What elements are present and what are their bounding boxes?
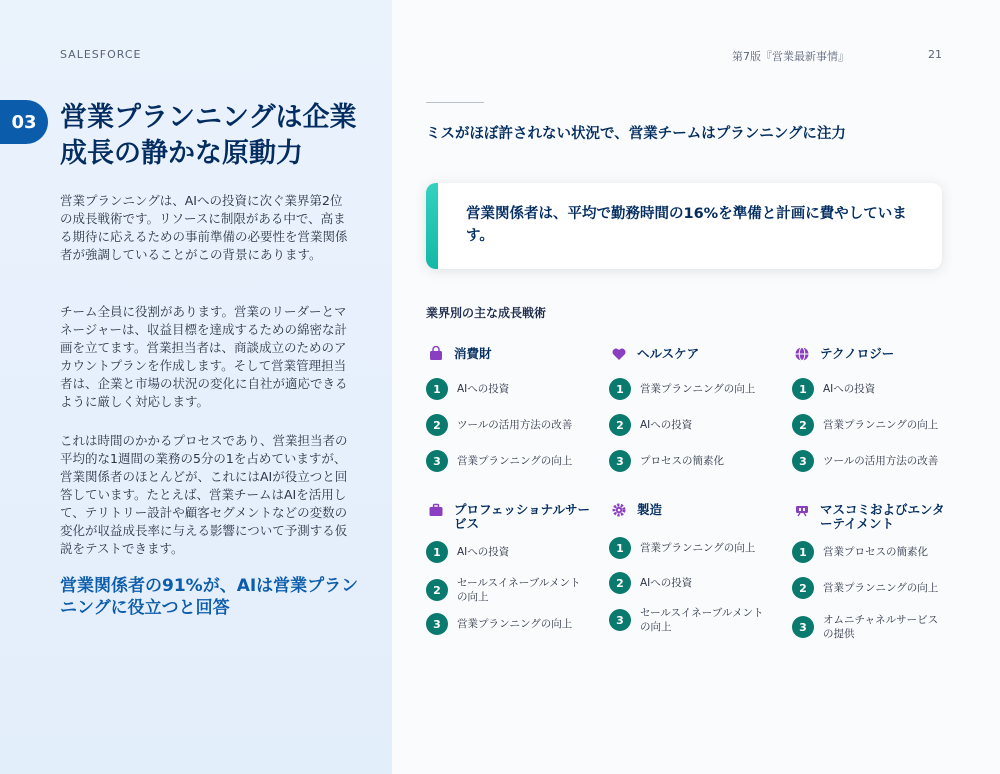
- industry-manufacturing: [609, 500, 784, 645]
- item-text: オムニチャネルサービスの提供: [823, 614, 939, 640]
- list-item: [609, 537, 784, 559]
- list-item: [792, 541, 967, 563]
- item-text: AIへの投資: [457, 546, 510, 558]
- industry-technology: [792, 344, 967, 484]
- item-text: 営業プランニングの向上: [457, 455, 573, 467]
- list-item: [792, 450, 967, 472]
- industry-name: テクノロジー: [820, 346, 895, 361]
- page-title: 営業プランニングは企業成長の静かな原動力: [60, 102, 357, 169]
- rank-badge: 1: [426, 541, 448, 563]
- heart-icon: [609, 344, 629, 364]
- list-item: [426, 378, 601, 400]
- item-text: AIへの投資: [457, 383, 510, 395]
- rank-badge: 2: [609, 572, 631, 594]
- industry-name: マスコミおよびエンターテイメント: [820, 502, 945, 531]
- list-item: [792, 378, 967, 400]
- list-item: [609, 378, 784, 400]
- list-item: [609, 450, 784, 472]
- industry-healthcare: [609, 344, 784, 484]
- list-item: [426, 576, 601, 604]
- item-text: AIへの投資: [640, 419, 693, 431]
- item-text: 営業プランニングの向上: [640, 383, 756, 395]
- publication-title: 第7版『営業最新事情』: [732, 50, 849, 63]
- industry-professional-services: [426, 500, 601, 645]
- rank-badge: 2: [609, 414, 631, 436]
- rank-badge: 1: [609, 537, 631, 559]
- body-paragraph-3: これは時間のかかるプロセスであり、営業担当者の平均的な1週間の業務の5分の1を占めていますが、営業関係者のほとんどが、これにはAIが役立つと回答しています。たとえば、営業チームはAIを活用して、テリトリー設計や顧客セグメントなどの変数の変化が収益成長率に与える影響について予測する仮説をテストできます。: [60, 433, 348, 556]
- list-item: [426, 541, 601, 563]
- rank-badge: 3: [426, 613, 448, 635]
- section-number-badge: 03: [0, 100, 48, 144]
- item-text: ツールの活用方法の改善: [457, 419, 573, 431]
- industry-media-entertainment: [792, 500, 967, 645]
- shopping-bag-icon: [426, 344, 446, 364]
- rank-badge: 2: [426, 579, 448, 601]
- briefcase-icon: [426, 500, 446, 520]
- body-paragraph-1: 営業プランニングは、AIへの投資に次ぐ業界第2位の成長戦術です。リソースに制限がある中で、高まる期待に応えるための事前準備の必要性を営業関係者が強調していることがこの背景にあります。: [60, 193, 348, 262]
- item-text: 営業プランニングの向上: [823, 582, 939, 594]
- list-item: [609, 606, 784, 634]
- strategies-title: 業界別の主な成長戦術: [426, 306, 547, 320]
- stat-card-text: 営業関係者は、平均で勤務時間の16%を準備と計画に費やしています。: [466, 206, 907, 244]
- item-text: AIへの投資: [823, 383, 876, 395]
- rank-badge: 2: [792, 414, 814, 436]
- item-text: 営業プランニングの向上: [640, 542, 756, 554]
- rank-badge: 3: [609, 609, 631, 631]
- industry-name: プロフェッショナルサービス: [454, 502, 591, 531]
- key-stat-callout: 営業関係者の91%が、AIは営業プランニングに役立つと回答: [60, 576, 359, 618]
- item-text: プロセスの簡素化: [640, 455, 724, 467]
- industry-name: 消費財: [454, 346, 492, 361]
- rank-badge: 3: [792, 616, 814, 638]
- rank-badge: 3: [609, 450, 631, 472]
- globe-icon: [792, 344, 812, 364]
- item-text: 営業プランニングの向上: [457, 618, 573, 630]
- rank-badge: 1: [792, 378, 814, 400]
- rank-badge: 1: [426, 378, 448, 400]
- item-text: セールスイネーブルメントの向上: [457, 577, 581, 603]
- page-number: 21: [928, 48, 942, 61]
- rank-badge: 1: [792, 541, 814, 563]
- rank-badge: 3: [426, 450, 448, 472]
- rank-badge: 2: [426, 414, 448, 436]
- list-item: [609, 414, 784, 436]
- list-item: [426, 613, 601, 635]
- industry-consumer-goods: [426, 344, 601, 484]
- section-heading: ミスがほぼ許されない状況で、営業チームはプランニングに注力: [426, 126, 846, 142]
- list-item: [426, 414, 601, 436]
- stat-card: [426, 183, 942, 269]
- brand-label: SALESFORCE: [60, 48, 142, 61]
- list-item: [792, 414, 967, 436]
- body-paragraph-2: チーム全員に役割があります。営業のリーダーとマネージャーは、収益目標を達成するための綿密な計画を立てます。営業担当者は、商談成立のためのアカウントプランを作成します。そして営業管理担当者は、企業と市場の状況の変化に自社が適応できるように厳しく対応します。: [60, 304, 348, 409]
- list-item: [792, 577, 967, 599]
- industry-name: ヘルスケア: [637, 346, 700, 361]
- item-text: 営業プロセスの簡素化: [823, 546, 928, 558]
- list-item: [609, 572, 784, 594]
- media-icon: [792, 500, 812, 520]
- industry-name: 製造: [637, 502, 663, 517]
- gear-icon: [609, 500, 629, 520]
- rank-badge: 1: [609, 378, 631, 400]
- item-text: ツールの活用方法の改善: [823, 455, 939, 467]
- item-text: AIへの投資: [640, 577, 693, 589]
- rank-badge: 3: [792, 450, 814, 472]
- list-item: [792, 613, 967, 641]
- item-text: 営業プランニングの向上: [823, 419, 939, 431]
- list-item: [426, 450, 601, 472]
- item-text: セールスイネーブルメントの向上: [640, 607, 764, 633]
- divider: [426, 102, 484, 103]
- stat-card-accent: [426, 183, 438, 269]
- rank-badge: 2: [792, 577, 814, 599]
